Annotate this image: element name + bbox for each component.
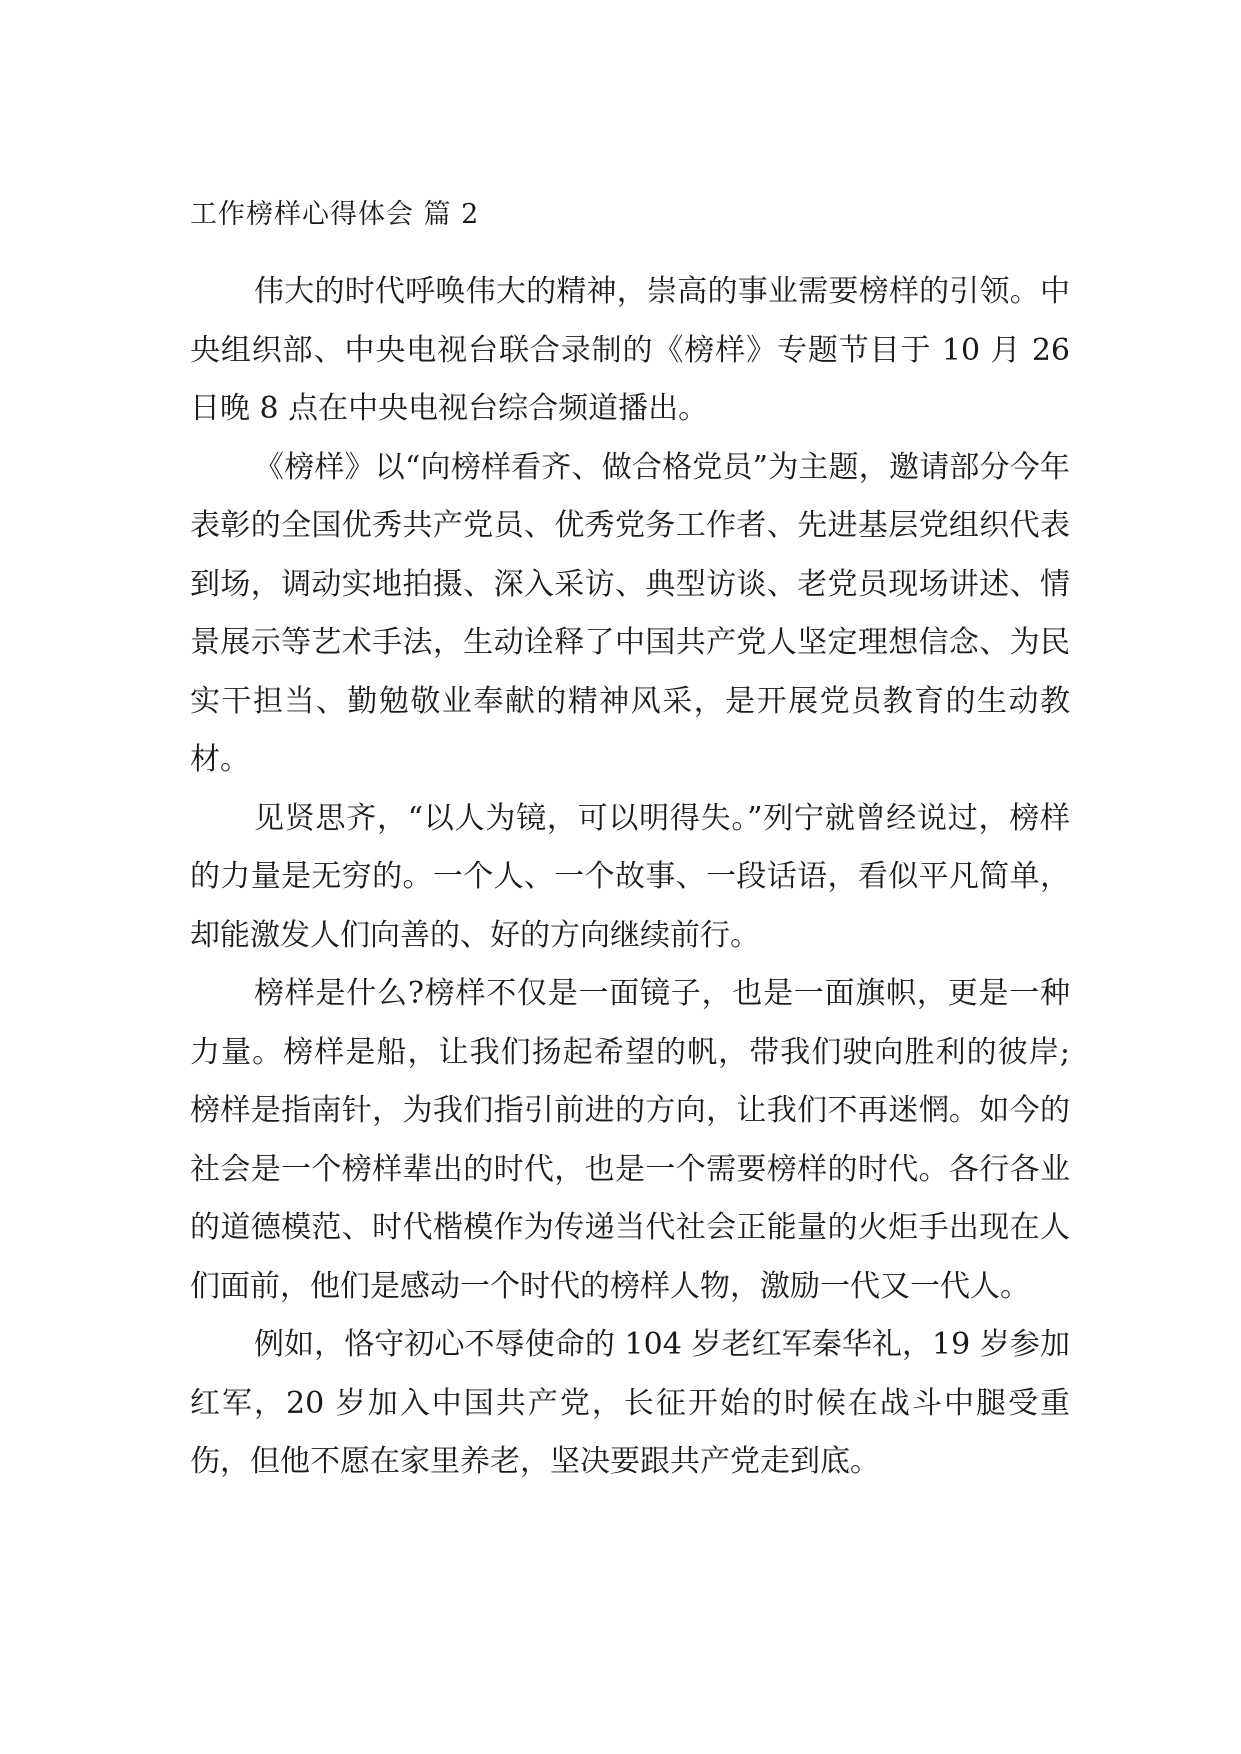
document-body — [190, 263, 1070, 1492]
paragraph-1: 伟大的时代呼唤伟大的精神，崇高的事业需要榜样的引领。中央组织部、中央电视台联合录制的《榜样》专题节目于 10 月 26 日晚 8 点在中央电视台综合频道播出。 — [190, 274, 1070, 426]
document-title: 工作榜样心得体会 篇 2 — [190, 199, 480, 230]
paragraph-5: 例如，恪守初心不辱使命的 104 岁老红军秦华礼，19 岁参加红军，20 岁加入中国共产党，长征开始的时候在战斗中腿受重伤，但他不愿在家里养老，坚决要跟共产党走到底。 — [190, 1327, 1070, 1479]
paragraph-4: 榜样是什么?榜样不仅是一面镜子，也是一面旗帜，更是一种力量。榜样是船，让我们扬起希望的帆，带我们驶向胜利的彼岸;榜样是指南针，为我们指引前进的方向，让我们不再迷惘。如今的社会是一个榜样辈出的时代，也是一个需要榜样的时代。各行各业的道德模范、时代楷模作为传递当代社会正能量的火炬手出现在人们面前，他们是感动一个时代的榜样人物，激励一代又一代人。 — [190, 976, 1070, 1304]
paragraph-2: 《榜样》以“向榜样看齐、做合格党员”为主题，邀请部分今年表彰的全国优秀共产党员、优秀党务工作者、先进基层党组织代表到场，调动实地拍摄、深入采访、典型访谈、老党员现场讲述、情景展示等艺术手法，生动诠释了中国共产党人坚定理想信念、为民实干担当、勤勉敬业奉献的精神风采，是开展党员教育的生动教材。 — [190, 449, 1070, 777]
paragraph-3: 见贤思齐，“以人为镜，可以明得失。”列宁就曾经说过，榜样的力量是无穷的。一个人、一个故事、一段话语，看似平凡简单，却能激发人们向善的、好的方向继续前行。 — [190, 800, 1070, 953]
